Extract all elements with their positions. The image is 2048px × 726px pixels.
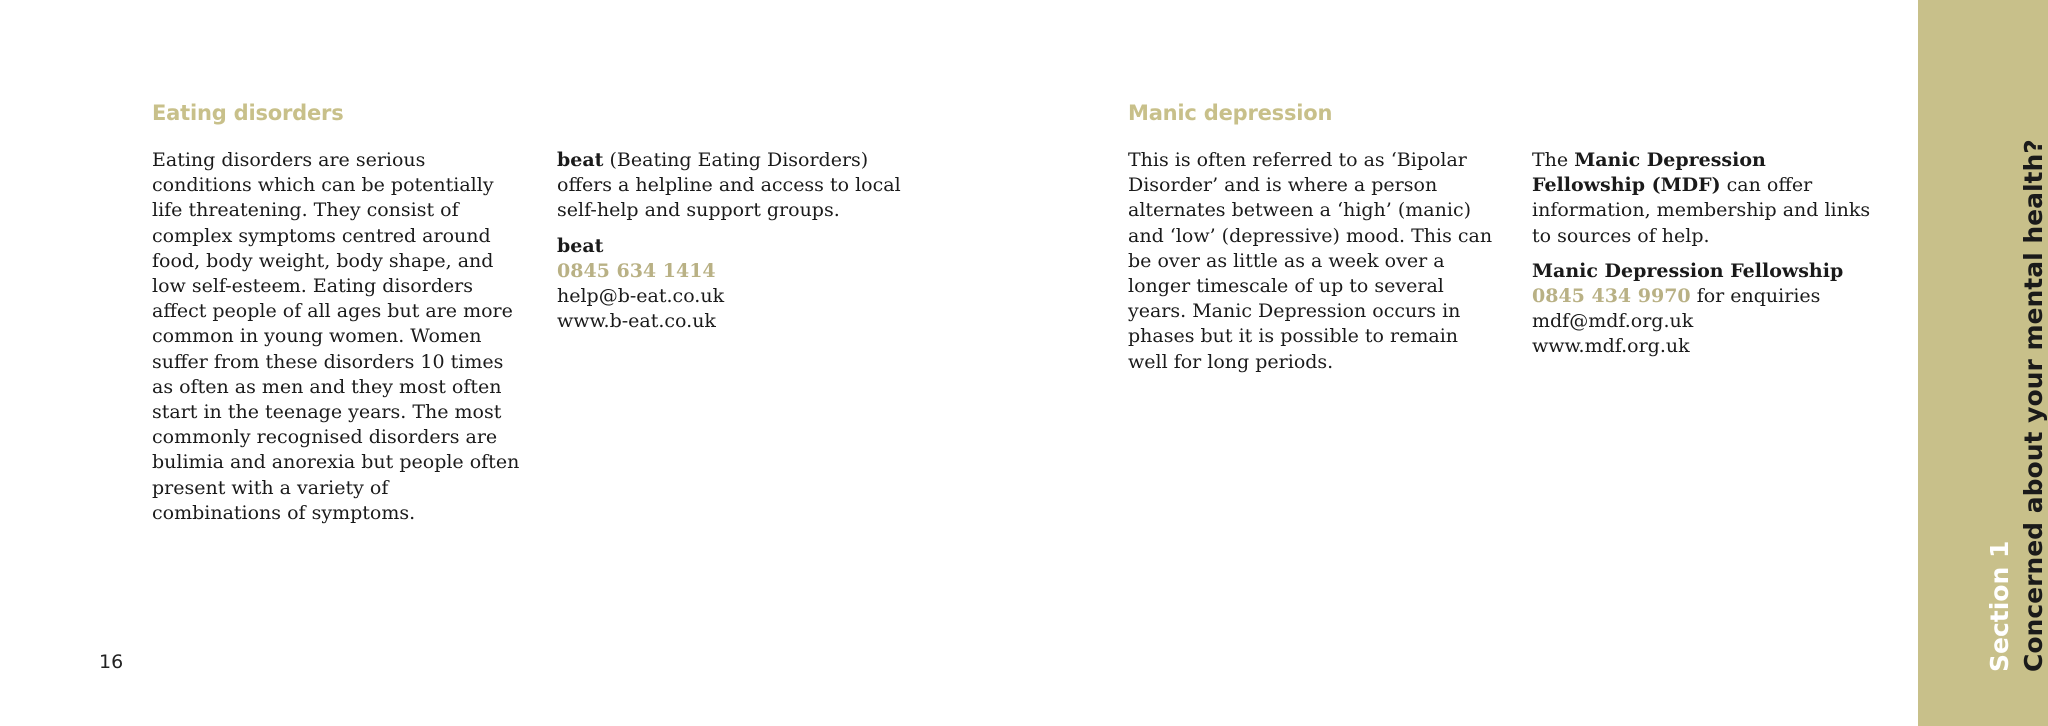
paragraph-beat-intro <box>557 148 925 224</box>
column-manic-depression-body <box>1128 148 1500 385</box>
beat-name-inline: beat <box>557 149 604 171</box>
mdf-email-link[interactable]: mdf@mdf.org.uk <box>1532 310 1694 333</box>
mdf-intro-text: can offer information, membership and links to sources of help. <box>1532 174 1871 247</box>
mdf-contact-block <box>1532 259 1872 360</box>
heading-eating-disorders: Eating disorders <box>152 101 344 125</box>
section-tab <box>1918 0 2048 726</box>
mdf-phone-line <box>1532 284 1872 309</box>
section-title: Concerned about your mental health? <box>2019 139 2048 672</box>
mdf-website-link[interactable]: www.mdf.org.uk <box>1532 335 1690 358</box>
mdf-name-inline: Manic Depression Fellowship (MDF) <box>1532 149 1766 197</box>
mdf-phone[interactable]: 0845 434 9970 <box>1532 285 1691 308</box>
column-mdf-info <box>1532 148 1872 360</box>
mdf-contact-name: Manic Depression Fellowship <box>1532 259 1844 282</box>
column-eating-disorders-body <box>152 148 520 536</box>
mdf-intro-pre: The <box>1532 149 1575 171</box>
column-beat-info <box>557 148 925 334</box>
beat-phone[interactable]: 0845 634 1414 <box>557 259 716 282</box>
beat-email-link[interactable]: help@b-eat.co.uk <box>557 285 725 308</box>
beat-contact-block <box>557 234 925 335</box>
section-label: Section 1 <box>1985 540 2014 672</box>
page-number: 16 <box>99 651 124 673</box>
paragraph-eating-disorders: Eating disorders are serious conditions which can be potentially life threatening. They consist of complex symptoms centred around food, body weight, body shape, and low self-esteem. Eating disorders affect people of all ages but are more common in young women. Women suffer from these disorders 10 times as often as men and they most often start in the teenage years. The most commonly recognised disorders are bulimia and anorexia but people often present with a variety of combinations of symptoms. <box>152 149 520 524</box>
heading-manic-depression: Manic depression <box>1128 101 1333 125</box>
paragraph-mdf-intro <box>1532 148 1872 249</box>
beat-website-link[interactable]: www.b-eat.co.uk <box>557 310 716 333</box>
mdf-phone-suffix: for enquiries <box>1690 285 1821 308</box>
beat-intro-text: (Beating Eating Disorders) offers a helpline and access to local self-help and support groups. <box>557 149 901 222</box>
paragraph-manic-depression: This is often referred to as ‘Bipolar Disorder’ and is where a person alternates between a ‘high’ (manic) and ‘low’ (depressive) mood. This can be over as little as a week over a longer timescale of up to several years. Manic Depression occurs in phases but it is possible to remain well for long periods. <box>1128 149 1493 373</box>
beat-contact-name: beat <box>557 234 604 257</box>
